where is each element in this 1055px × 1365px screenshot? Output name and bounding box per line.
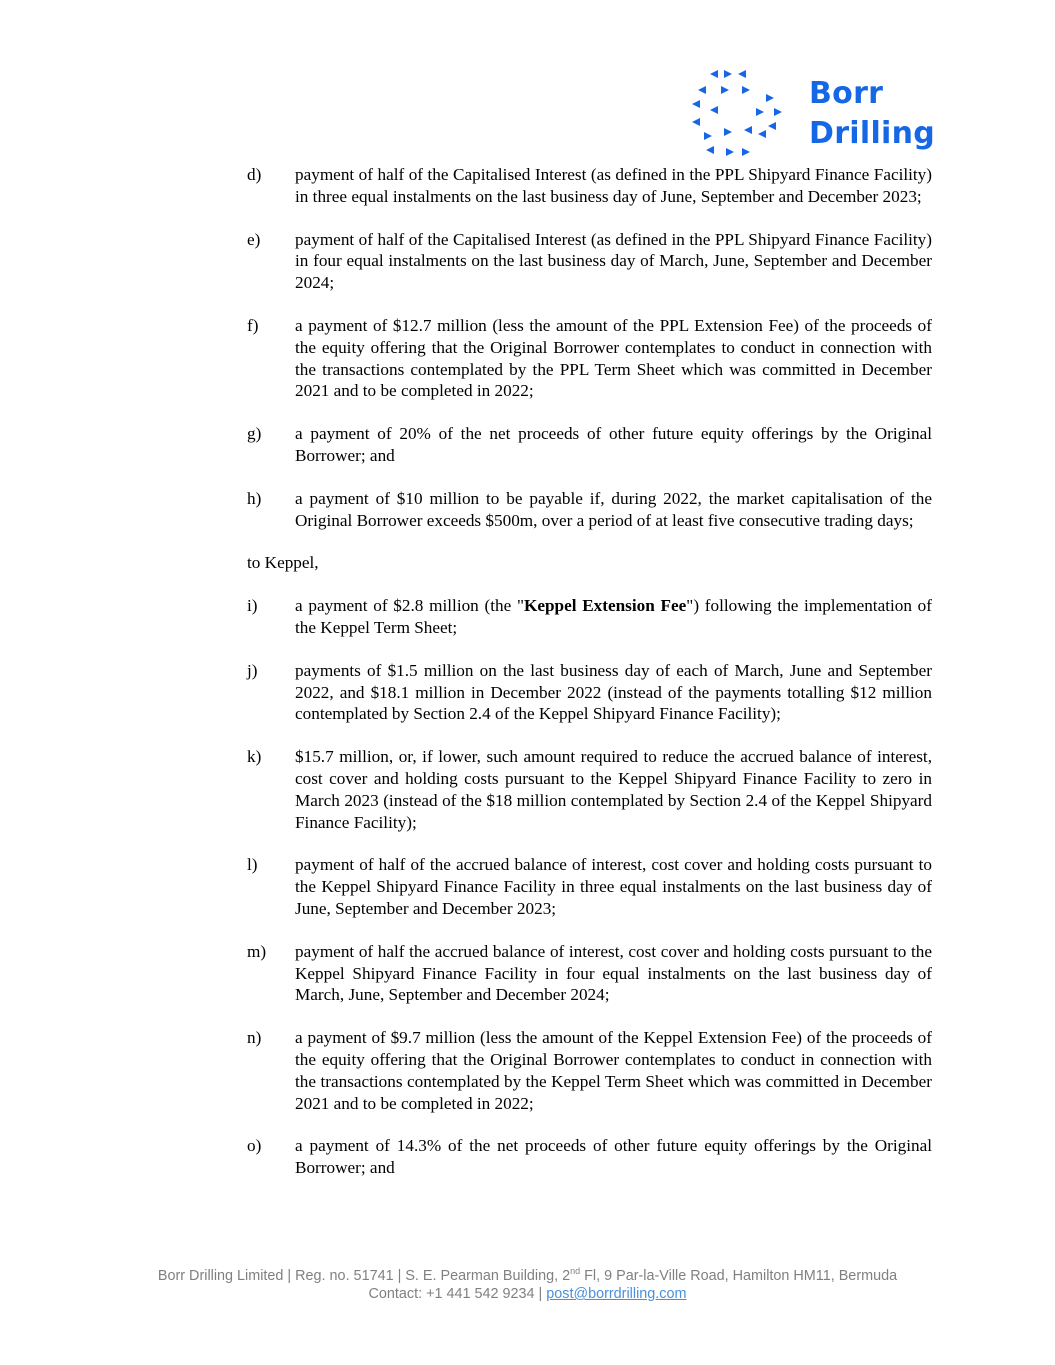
item-text-part: ") following the implementation of the Keppel Term Sheet; bbox=[295, 596, 932, 637]
item-text: payment of half the accrued balance of interest, cost cover and holding costs pursuant to the Keppel Shipyard Finance Facility in four equal instalments on the last business day of March, June, September and December 2024; bbox=[295, 941, 932, 1005]
footer-address-part: Borr Drilling Limited | Reg. no. 51741 | S. E. Pearman Building, 2 bbox=[157, 1268, 571, 1284]
footer-contact bbox=[0, 1285, 1055, 1303]
list-item-i bbox=[247, 595, 932, 639]
item-text: payments of $1.5 million on the last business day of each of March, June and September 2022, and $18.1 million in December 2022 (instead of the payments totalling $12 million contemplated by Section 2.4 of the Keppel Shipyard Finance Facility); bbox=[295, 660, 932, 724]
item-label: j) bbox=[247, 660, 258, 680]
item-text bbox=[295, 595, 932, 639]
item-text: payment of half of the Capitalised Interest (as defined in the PPL Shipyard Finance Facility) in three equal instalments on the last business day of June, September and December 2023; bbox=[295, 165, 932, 206]
list-item-h bbox=[247, 488, 932, 532]
item-text: a payment of $9.7 million (less the amount of the Keppel Extension Fee) of the proceeds of the equity offering that the Original Borrower contemplates to conduct in connection with the transactions contemplated by the Keppel Term Sheet which was committed in December 2021 and to be completed in 2022; bbox=[295, 1028, 932, 1113]
item-text-part: a payment of $2.8 million (the " bbox=[295, 596, 524, 616]
item-text: a payment of $10 million to be payable if, during 2022, the market capitalisation of the Original Borrower exceeds $500m, over a period of at least five consecutive trading days; bbox=[295, 488, 932, 530]
document-body bbox=[247, 164, 932, 1200]
list-item-j bbox=[247, 660, 932, 725]
item-label: g) bbox=[247, 424, 262, 444]
item-label: f) bbox=[247, 315, 259, 335]
item-text: $15.7 million, or, if lower, such amount required to reduce the accrued balance of interest, cost cover and holding costs pursuant to the Keppel Shipyard Finance Facility to zero in March 2023 (instead of the $18 million contemplated by Section 2.4 of the Keppel Shipyard Finance Facility); bbox=[295, 747, 932, 832]
to-keppel-heading: to Keppel, bbox=[247, 553, 319, 573]
item-label: k) bbox=[247, 747, 262, 767]
item-text: a payment of 14.3% of the net proceeds of other future equity offerings by the Original Borrower; and bbox=[295, 1136, 932, 1178]
footer-ordinal: nd bbox=[570, 1266, 581, 1277]
item-label: o) bbox=[247, 1136, 262, 1156]
item-text: a payment of 20% of the net proceeds of other future equity offerings by the Original Borrower; and bbox=[295, 424, 932, 465]
list-item-f bbox=[247, 315, 932, 402]
defined-term: Keppel Extension Fee bbox=[523, 596, 687, 616]
email-link[interactable]: post@borrdrilling.com bbox=[546, 1286, 687, 1302]
list-item-k bbox=[247, 746, 932, 833]
company-logo bbox=[688, 68, 938, 163]
item-label: m) bbox=[247, 941, 267, 961]
list-item-g bbox=[247, 423, 932, 467]
footer-address bbox=[0, 1267, 1055, 1285]
item-text: a payment of $12.7 million (less the amount of the PPL Extension Fee) of the proceeds of the equity offering that the Original Borrower contemplates to conduct in connection with the transactions contemplated by the PPL Term Sheet which was committed in December 2021 and to be completed in 2022; bbox=[295, 315, 932, 401]
footer-address-part: Fl, 9 Par-la-Ville Road, Hamilton HM11, Bermuda bbox=[580, 1268, 898, 1284]
logo-line-1: Borr bbox=[809, 76, 884, 111]
logo-line-2: Drilling bbox=[809, 116, 936, 151]
item-label: e) bbox=[247, 229, 261, 249]
item-label: d) bbox=[247, 165, 262, 184]
footer-phone: Contact: +1 441 542 9234 | bbox=[368, 1286, 547, 1302]
list-item-e bbox=[247, 229, 932, 294]
page-footer bbox=[0, 1267, 1055, 1303]
item-label: l) bbox=[247, 855, 258, 875]
item-label: i) bbox=[247, 596, 258, 616]
list-item-d bbox=[247, 164, 932, 208]
list-item-m bbox=[247, 941, 932, 1006]
list-item-o bbox=[247, 1135, 932, 1179]
item-label: n) bbox=[247, 1028, 262, 1048]
logo-triangles-icon bbox=[688, 68, 798, 163]
list-item-n bbox=[247, 1027, 932, 1114]
list-item-l bbox=[247, 854, 932, 919]
item-text: payment of half of the accrued balance of interest, cost cover and holding costs pursuant to the Keppel Shipyard Finance Facility in three equal instalments on the last business day of June, September and December 2023; bbox=[295, 855, 932, 918]
item-text: payment of half of the Capitalised Interest (as defined in the PPL Shipyard Finance Facility) in four equal instalments on the last business day of March, June, September and December 2024; bbox=[295, 229, 932, 293]
item-label: h) bbox=[247, 488, 262, 508]
